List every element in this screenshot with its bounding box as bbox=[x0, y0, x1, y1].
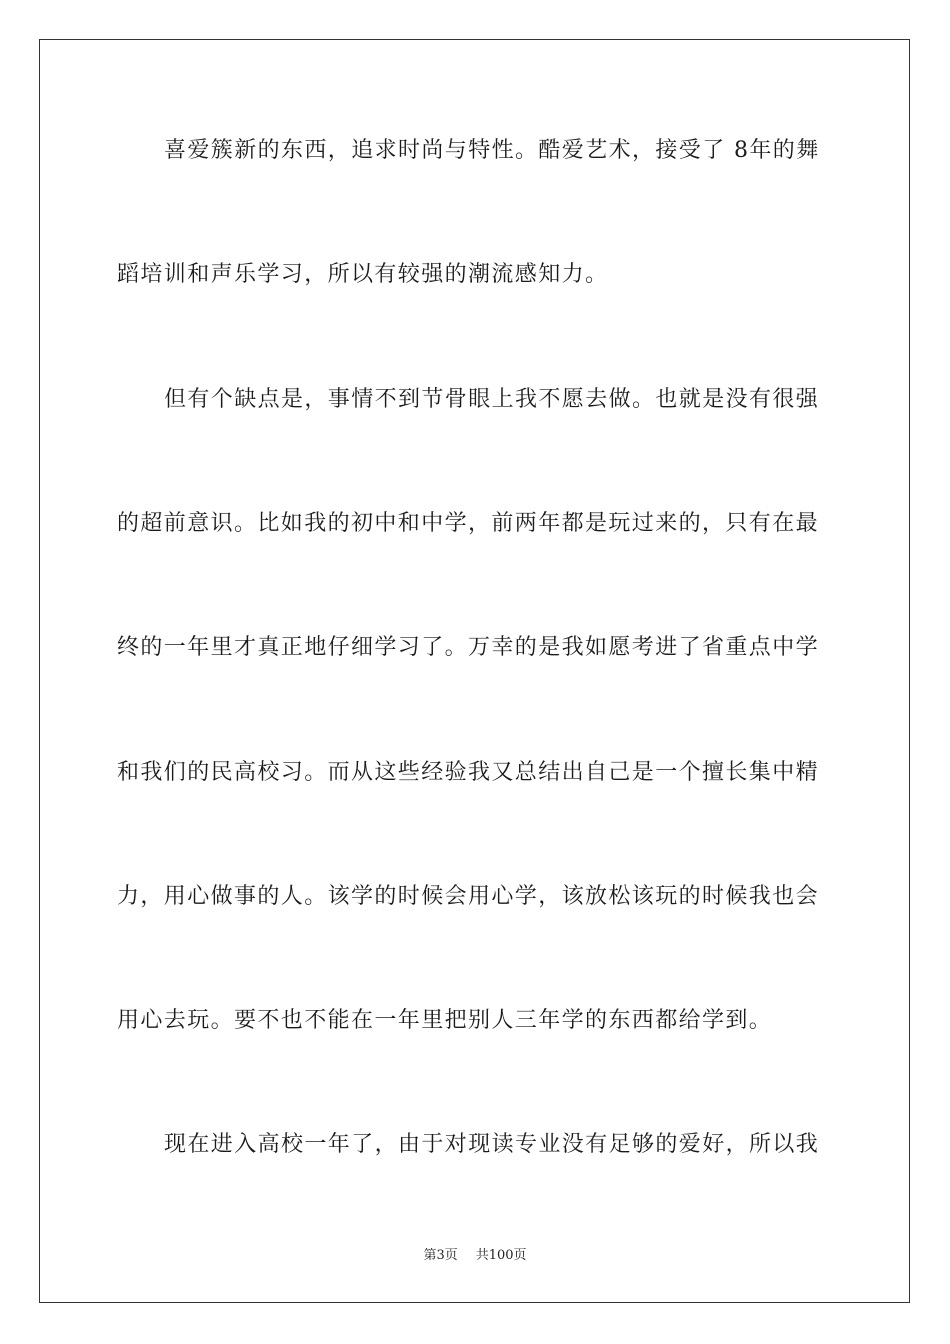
page-border bbox=[39, 39, 910, 1303]
paragraph-line: 的超前意识。比如我的初中和中学，前两年都是玩过来的，只有在最 bbox=[117, 511, 820, 536]
page-number: 第3页 bbox=[423, 1248, 458, 1263]
paragraph-line: 用心去玩。要不也不能在一年里把别人三年学的东西都给学到。 bbox=[117, 1008, 773, 1033]
paragraph-line: 蹈培训和声乐学习，所以有较强的潮流感知力。 bbox=[117, 262, 609, 287]
paragraph-line: 力，用心做事的人。该学的时候会用心学，该放松该玩的时候我也会 bbox=[117, 884, 820, 909]
paragraph-line: 但有个缺点是，事情不到节骨眼上我不愿去做。也就是没有很强 bbox=[164, 387, 820, 412]
paragraph-line: 喜爱簇新的东西，追求时尚与特性。酷爱艺术，接受了 8年的舞 bbox=[164, 138, 820, 163]
paragraph-line: 现在进入高校一年了，由于对现读专业没有足够的爱好，所以我 bbox=[164, 1132, 820, 1157]
page-total: 共100页 bbox=[475, 1248, 527, 1263]
paragraph-line: 终的一年里才真正地仔细学习了。万幸的是我如愿考进了省重点中学 bbox=[117, 635, 820, 660]
page-footer bbox=[0, 1246, 950, 1266]
paragraph-line: 和我们的民高校习。而从这些经验我又总结出自己是一个擅长集中精 bbox=[117, 760, 820, 785]
